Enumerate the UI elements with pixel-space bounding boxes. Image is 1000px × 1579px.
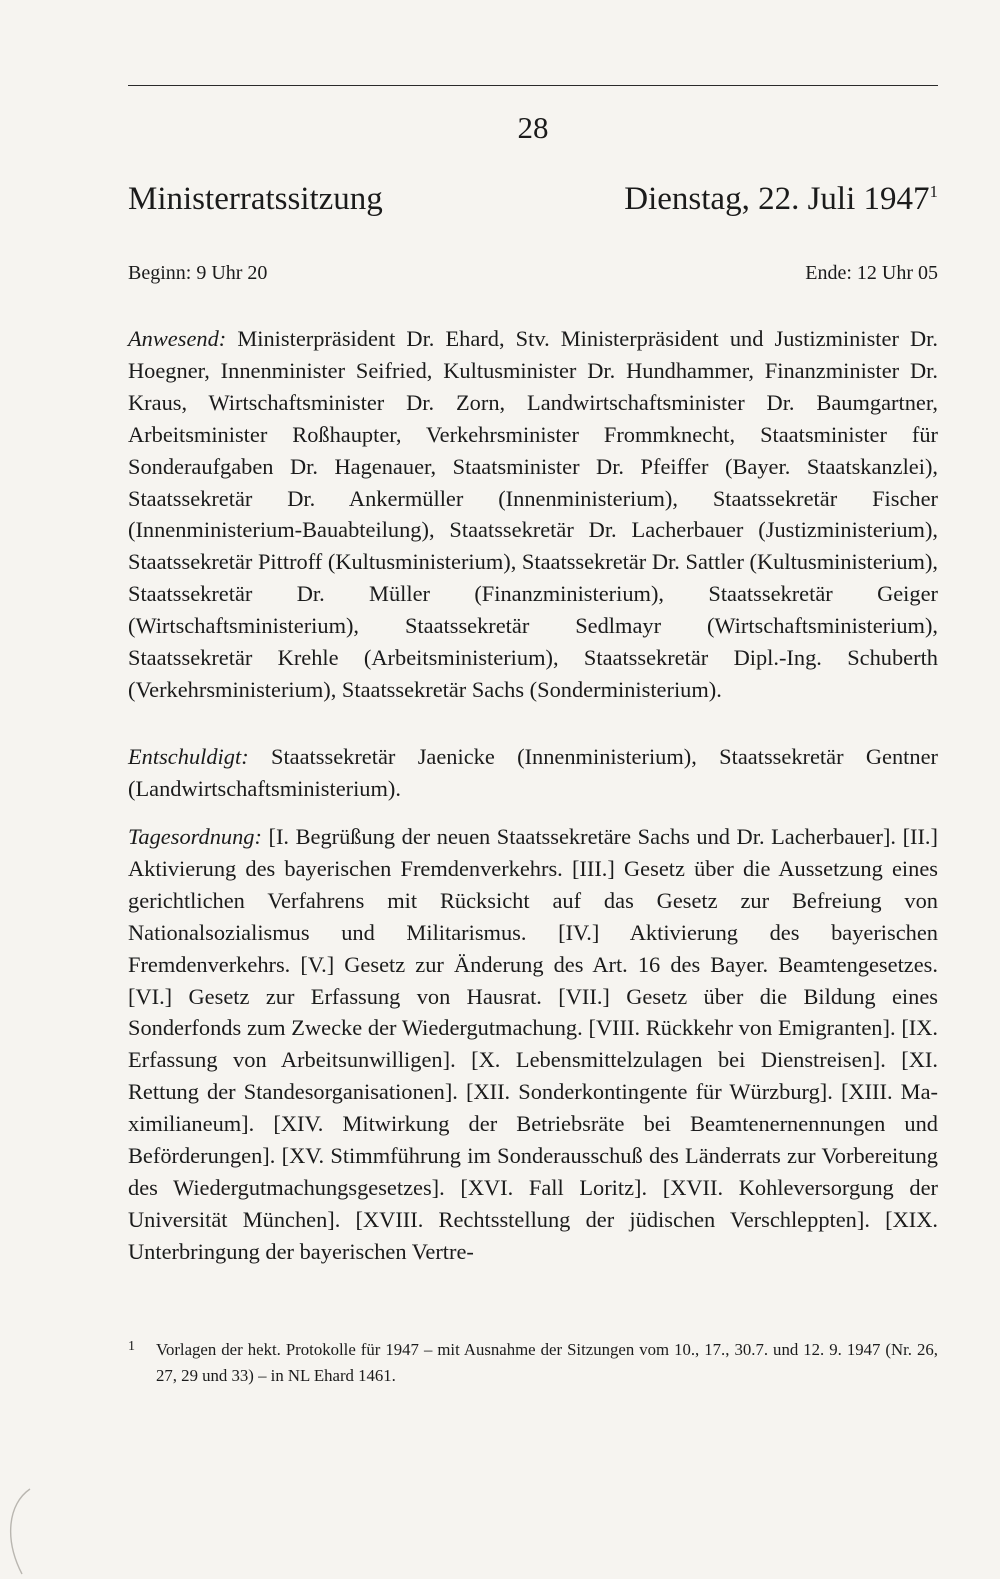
header-rule — [128, 85, 938, 86]
excused-label: Entschuldigt: — [128, 744, 249, 769]
agenda-paragraph — [128, 821, 938, 1268]
document-date: Dienstag, 22. Juli 1947 — [624, 181, 930, 217]
attendees-label: Anwesend: — [128, 326, 227, 351]
session-begin: Beginn: 9 Uhr 20 — [128, 262, 268, 284]
document-number: 28 — [517, 110, 549, 145]
footnote-text: Vorlagen der hekt. Protokolle für 1947 – mit Ausnahme der Sitzungen vom 10., 17., 30.7. und 12. 9. 1947 (Nr. 26, 27, 29 und 33) – in NL Ehard 1461. — [156, 1340, 938, 1385]
attendees-text: Ministerpräsident Dr. Ehard, Stv. Ministerpräsident und Justizminister Dr. Hoegner, Innenminister Seifried, Kultusminister Dr. Hundhammer, Finanzminister Dr. Kraus, Wirtschaftsminister Dr. Zorn, Landwirtschaftsminister Dr. Baumgartner, Arbeitsminister Roßhaupter, Verkehrsminister Frommknecht, Staatsminister für Sonderaufgaben Dr. Hagenauer, Staatsminister Dr. Pfeiffer (Bayer. Staatskanzlei), Staatssekretär Dr. Ankermüller (Innenministerium), Staatssekretär Fischer (Innenministerium-Bauabteilung), Staatssekretär Dr. Lacherbauer (Justizministerium), Staatssekretär Pittroff (Kultusministerium), Staatssekretär Dr. Sattler (Kultusministerium), Staatssekretär Dr. Müller (Finanzministerium), Staatssekretär Geiger (Wirtschaftsministerium), Staatssekretär Sedlmayr (Wirtschaftsministerium), Staatssekretär Krehle (Arbeitsministerium), Staatssekretär Dipl.-Ing. Schuberth (Verkehrsministerium), Staatssekretär Sachs (Sonderministerium). — [128, 326, 938, 702]
excused-text: Staatssekretär Jaenicke (Innenministerium), Staatssekretär Gentner (Landwirtschaftsministerium). — [128, 744, 938, 801]
session-times — [128, 258, 938, 288]
footnote-marker: 1 — [128, 1339, 135, 1354]
heading-row — [128, 178, 938, 220]
excused-paragraph — [128, 741, 938, 805]
agenda-label: Tagesordnung: — [128, 824, 262, 849]
agenda-text: [I. Begrüßung der neuen Staatssekretäre Sachs und Dr. Lacherbauer]. [II.] Aktivierung des bayerischen Fremdenverkehrs. [III.] Gesetz über die Aussetzung eines gerichtlichen Verfahrens mit Rücksicht auf das Gesetz zur Befreiung von Nationalsozialismus und Militarismus. [IV.] Aktivierung des bayerischen Fremdenverkehrs. [V.] Gesetz zur Änderung des Art. 16 des Bayer. Beamtengesetzes. [VI.] Gesetz zur Erfassung von Hausrat. [VII.] Gesetz über die Bildung eines Sonderfonds zum Zwecke der Wiedergutmachung. [VIII. Rückkehr von Emigranten]. [IX. Erfassung von Arbeitsunwilligen]. [X. Lebensmittelzulagen bei Dienstreisen]. [XI. Rettung der Standesorganisationen]. [XII. Sonderkontingente für Würzburg]. [XIII. Maximilianeum]. [XIV. Mitwirkung der Betriebsräte bei Beamtenernennungen und Beförderungen]. [XV. Stimmführung im Sonderausschuß des Länderrats zur Vorbereitung des Wiedergutmachungsgesetzes]. [XVI. Fall Loritz]. [XVII. Kohleversorgung der Universität München]. [XVIII. Rechtsstellung der jüdischen Verschleppten]. [XIX. Unterbringung der bayerischen Vertre- — [128, 824, 938, 1264]
footnote — [128, 1337, 938, 1389]
session-end: Ende: 12 Uhr 05 — [805, 262, 938, 284]
document-title: Ministerratssitzung — [128, 181, 383, 217]
document-date-wrapper — [624, 178, 938, 220]
attendees-paragraph — [128, 323, 938, 706]
footnote-reference[interactable]: 1 — [929, 182, 938, 201]
page-corner-mark — [0, 1484, 45, 1579]
